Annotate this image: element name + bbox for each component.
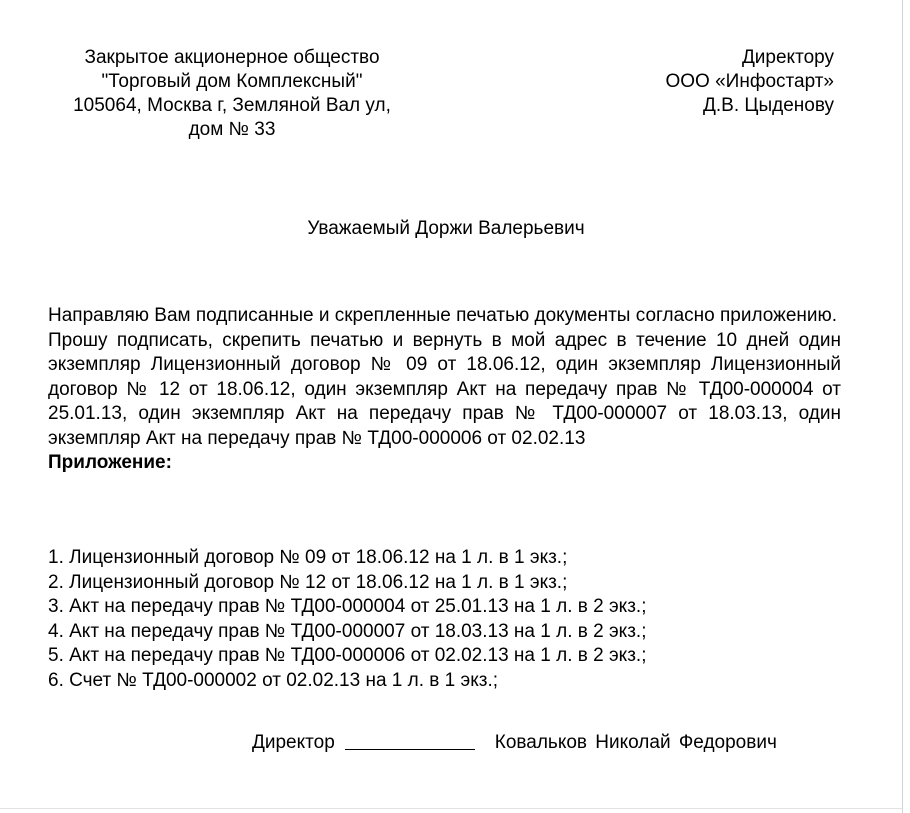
recipient-line: Директору <box>741 47 834 68</box>
signature-title: Директор <box>252 732 335 753</box>
list-item: 2. Лицензионный договор № 12 от 18.06.12 на 1 л. в 1 экз.; <box>48 571 568 593</box>
sender-line: "Торговый дом Комплексный" <box>101 71 363 92</box>
list-item: 6. Счет № ТД00-000002 от 02.02.13 на 1 л. в 1 экз.; <box>48 669 498 691</box>
sender-line: 105064, Москва г, Земляной Вал ул, <box>73 95 391 116</box>
attachments-list <box>48 546 841 694</box>
signature-block <box>252 731 852 755</box>
page-edge <box>902 0 910 813</box>
list-item: 5. Акт на передачу прав № ТД00-000006 от 02.02.13 на 1 л. в 2 экз.; <box>48 645 647 667</box>
sender-block <box>42 46 422 142</box>
attachments-heading: Приложение: <box>48 452 172 473</box>
recipient-line: ООО «Инфостарт» <box>665 71 834 92</box>
sender-line: Закрытое акционерное общество <box>84 47 380 68</box>
letter-body <box>48 304 841 476</box>
body-paragraph: Направляю Вам подписанные и скрепленные печатью документы согласно приложению. <box>48 305 838 326</box>
salutation: Уважаемый Доржи Валерьевич <box>307 218 585 239</box>
recipient-line: Д.В. Цыденову <box>703 95 834 116</box>
sender-line: дом № 33 <box>188 119 276 140</box>
list-item: 3. Акт на передачу прав № ТД00-000004 от 25.01.13 на 1 л. в 2 экз.; <box>48 596 647 618</box>
recipient-block <box>514 46 834 118</box>
list-item: 1. Лицензионный договор № 09 от 18.06.12 на 1 л. в 1 экз.; <box>48 547 568 568</box>
page-edge-bottom <box>0 808 902 809</box>
signature-name: Ковальков Николай Федорович <box>494 732 777 753</box>
signature-line <box>345 731 475 750</box>
body-paragraph: Прошу подписать, скрепить печатью и вернуть в мой адрес в течение 10 дней один экземпляр Лицензионный договор № 09 от 18.06.12, один экземпляр Лицензионный договор № 12 от 18.06.12, один экземпляр Акт на передачу прав № ТД00-000004 от 25.01.13, один экземпляр Акт на передачу прав № ТД00-000007 от 18.03.13, один экземпляр Акт на передачу прав № ТД00-000006 от 02.02.13 <box>48 329 841 449</box>
list-item: 4. Акт на передачу прав № ТД00-000007 от 18.03.13 на 1 л. в 2 экз.; <box>48 620 647 642</box>
